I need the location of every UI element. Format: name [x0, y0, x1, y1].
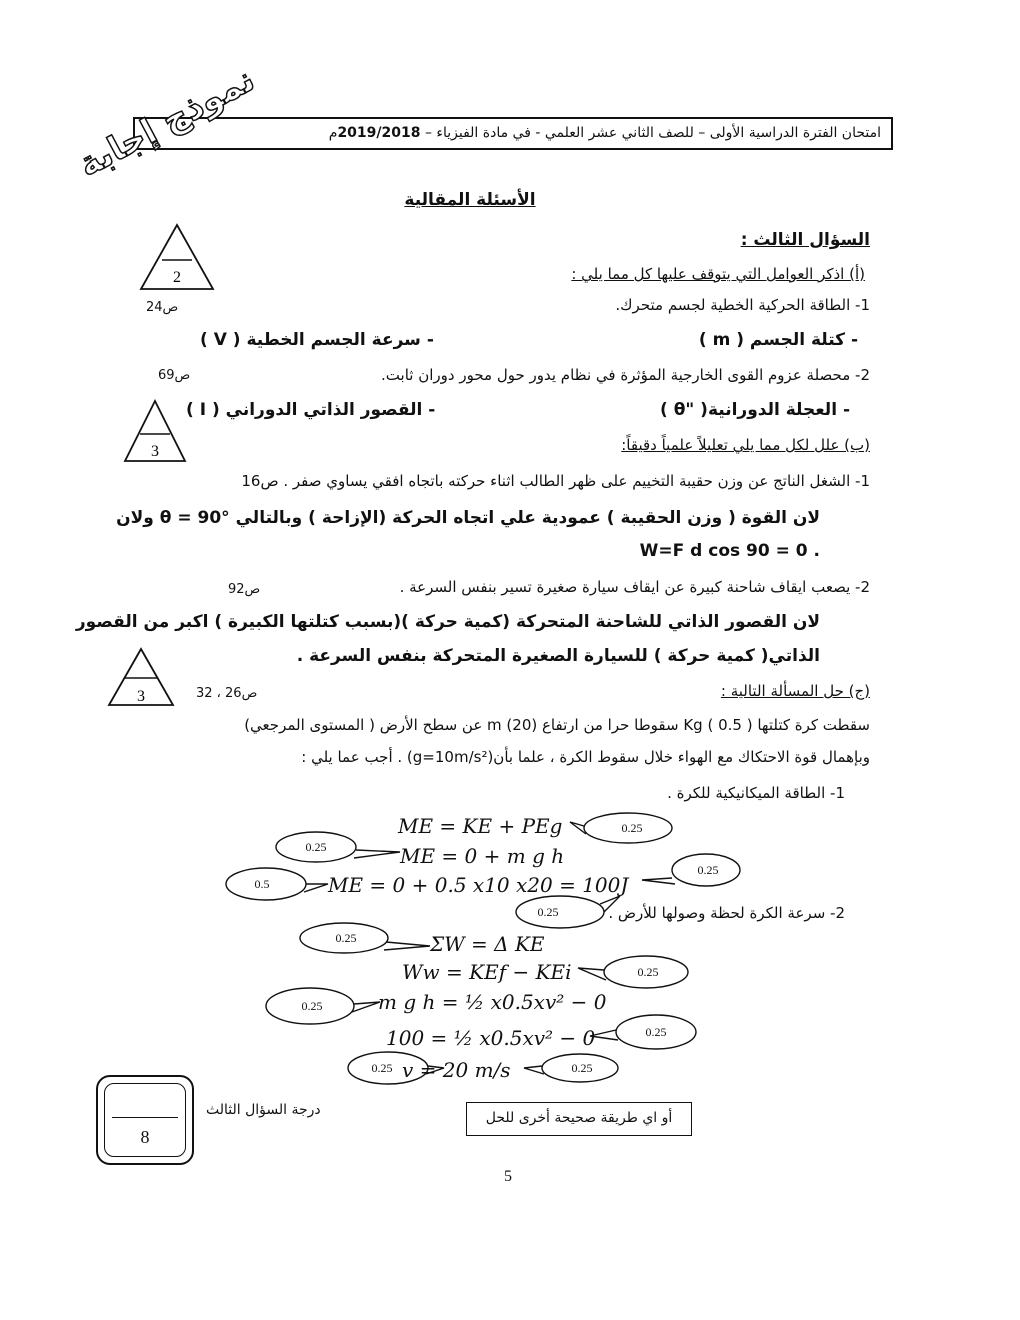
- equation-3: ME = 0 + 0.5 x10 x20 = 100J: [328, 873, 629, 897]
- part-b-score: 3: [151, 443, 159, 460]
- equation-2: ME = 0 + m g h: [400, 844, 565, 868]
- mark-9: 0.25: [645, 1025, 667, 1039]
- mark-10: 0.25: [371, 1061, 393, 1075]
- exam-year-suffix: م: [328, 125, 338, 141]
- total-score: 8: [140, 1127, 150, 1147]
- exam-year: 2019/2018: [337, 125, 421, 141]
- total-score-label: درجة السؤال الثالث: [206, 1102, 321, 1118]
- item-b1-answer-2: . W=F d cos 90 = 0: [639, 541, 820, 561]
- mark-4: 0.25: [697, 863, 719, 877]
- item-a2-factor1: - العجلة الدورانية( "θ ): [660, 400, 850, 420]
- item-b2-text: 2- يصعب ايقاف شاحنة كبيرة عن ايقاف سيارة صغيرة تسير بنفس السرعة .: [399, 578, 870, 596]
- item-b1-answer-1: لان القوة ( وزن الحقيبة ) عمودية علي اتجاه الحركة (الإزاحة ) وبالتالي θ = 90° ولان: [116, 508, 820, 528]
- mark-7: 0.25: [637, 965, 659, 979]
- alternate-method-note: أو اي طريقة صحيحة أخرى للحل: [466, 1102, 692, 1136]
- part-a-score: 2: [173, 269, 181, 286]
- equation-8: v = 20 m/s: [402, 1058, 511, 1082]
- item-a1-page: ص24: [146, 300, 179, 315]
- item-a1-text: 1- الطاقة الحركية الخطية لجسم متحرك.: [615, 296, 870, 314]
- part-c-pages: ص26 ، 32: [196, 686, 258, 701]
- mark-6: 0.25: [335, 931, 357, 945]
- item-a2-page: ص69: [158, 368, 191, 383]
- mark-11: 0.25: [571, 1061, 593, 1075]
- item-b2-answer-1: لان القصور الذاتي للشاحنة المتحركة (كمية حركة )(بسبب كتلتها الكبيرة ) اكبر من القصور: [75, 612, 820, 632]
- item-a1-factor1: - كتلة الجسم ( m ): [698, 330, 858, 350]
- total-score-box: [96, 1075, 194, 1165]
- part-a-heading: (أ) اذكر العوامل التي يتوقف عليها كل مما يلي :: [571, 265, 865, 283]
- item-a2-text: 2- محصلة عزوم القوى الخارجية المؤثرة في نظام يدور حول محور دوران ثابت.: [381, 366, 870, 384]
- mark-3: 0.5: [254, 877, 270, 891]
- mark-5: 0.25: [537, 905, 559, 919]
- mark-2: 0.25: [305, 840, 327, 854]
- item-b1-text: 1- الشغل الناتج عن وزن حقيبة التخييم على ظهر الطالب اثناء حركته باتجاه افقي يساوي صفر . ص16: [241, 472, 870, 490]
- equation-4: ΣW = Δ KE: [430, 932, 545, 956]
- equation-6: m g h = ½ x0.5xv² − 0: [378, 990, 607, 1014]
- requirement-2: 2- سرعة الكرة لحظة وصولها للأرض .: [608, 904, 845, 922]
- equation-7: 100 = ½ x0.5xv² − 0: [386, 1026, 596, 1050]
- section-title: الأسئلة المقالية: [404, 190, 536, 210]
- page-number: 5: [504, 1168, 512, 1185]
- mark-8: 0.25: [301, 999, 323, 1013]
- exam-title: امتحان الفترة الدراسية الأولى – للصف الثاني عشر العلمي - في مادة الفيزياء –: [424, 125, 881, 141]
- problem-line-2: وبإهمال قوة الاحتكاك مع الهواء خلال سقوط الكرة ، علما بأن(g=10m/s²) . أجب عما يلي :: [301, 748, 870, 766]
- problem-line-1: سقطت كرة كتلتها Kg ( 0.5 ) سقوطا حرا من ارتفاع m (20) عن سطح الأرض ( المستوى المرجعي): [244, 716, 870, 734]
- item-a2-factor2: - القصور الذاتي الدوراني ( I ): [186, 400, 436, 420]
- part-b-heading: (ب) علل لكل مما يلي تعليلاً علمياً دقيقاً:: [621, 436, 870, 454]
- part-c-heading: (ج) حل المسألة التالية :: [720, 682, 870, 700]
- item-b2-answer-2: الذاتي( كمية حركة ) للسيارة الصغيرة المتحركة بنفس السرعة .: [296, 646, 820, 666]
- mark-1: 0.25: [621, 821, 643, 835]
- item-a1-factor2: - سرعة الجسم الخطية ( V ): [200, 330, 434, 350]
- requirement-1: 1- الطاقة الميكانيكية للكرة .: [667, 784, 845, 802]
- answer-key-stamp: نموذج إجابة: [72, 59, 262, 186]
- item-b2-page: ص92: [228, 582, 261, 597]
- equation-1: ME = KE + PEg: [398, 814, 563, 838]
- equation-5: Ww = KEf − KEi: [402, 960, 572, 984]
- question-title: السؤال الثالث :: [740, 230, 870, 250]
- part-c-score: 3: [137, 688, 145, 705]
